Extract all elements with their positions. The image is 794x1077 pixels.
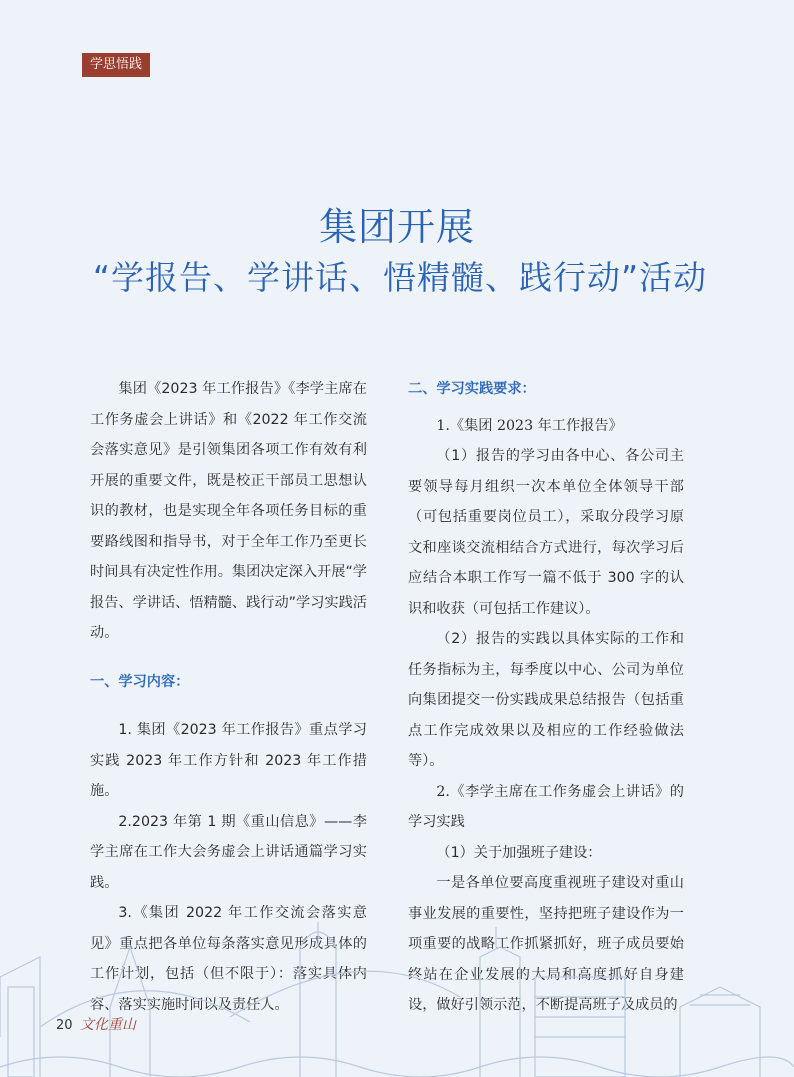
article-title-line1: 集团开展 [318,205,475,249]
requirement-paragraph-2: （2）报告的实践以具体实际的工作和任务指标为主，每季度以中心、公司为单位向集团提交一份实践成果总结报告（包括重点工作完成效果以及相应的工作经验做法等）。 [408,631,684,769]
content-item-2: 2.2023 年第 1 期《重山信息》——李学主席在工作大会务虚会上讲话通篇学习实践。 [90,813,367,891]
intro-paragraph: 集团《2023 年工作报告》《李学主席在工作务虚会上讲话》和《2022 年工作交流会落实意见》是引领集团各项工作有效有利开展的重要文件，既是校正干部员工思想认识的教材，也是实现全年各项任务目标的重要路线图和指导书，对于全年工作乃至更长时间具有决定性作用。集团决定深入开展“学报告、学讲话、悟精髓、践行动”学习实践活动。 [90,381,367,641]
requirement-paragraph-1: （1）报告的学习由各中心、各公司主要领导每月组织一次本单位全体领导干部（可包括重要岗位员工），采取分段学习原文和座谈交流相结合方式进行，每次学习后应结合本职工作写一篇不低于 300 字的认识和收获（可包括工作建议）。 [408,448,684,617]
section-heading-content: 一、学习内容： [90,673,190,690]
city-skyline-illustration [0,917,794,1077]
column-tag: 学思悟践 [82,53,150,77]
requirement-paragraph-3: （1）关于加强班子建设： [436,844,602,861]
article-title-line2: “学报告、学讲话、悟精髓、践行动”活动 [92,258,708,297]
subheading-report: 1.《集团 2023 年工作报告》 [436,417,623,434]
magazine-logo: 文化重山 [80,1017,136,1033]
content-item-1: 1. 集团《2023 年工作报告》重点学习实践 2023 年工作方针和 2023 年工作措施。 [90,722,367,799]
section-heading-requirements: 二、学习实践要求： [408,381,536,397]
content-item-3: 3.《集团 2022 年工作交流会落实意见》重点把各单位每条落实意见形成具体的工作计划，包括（但不限于）：落实具体内容、落实实施时间以及责任人。 [90,905,367,1013]
subheading-speech: 2.《李学主席在工作务虚会上讲话》的学习实践 [408,783,684,830]
page-number: 20 [56,1018,73,1033]
requirement-paragraph-4: 一是各单位要高度重视班子建设对重山事业发展的重要性，坚持把班子建设作为一项重要的战略工作抓紧抓好，班子成员要始终站在企业发展的大局和高度抓好自身建设，做好引领示范，不断提高班子及成员的 [408,875,684,1013]
